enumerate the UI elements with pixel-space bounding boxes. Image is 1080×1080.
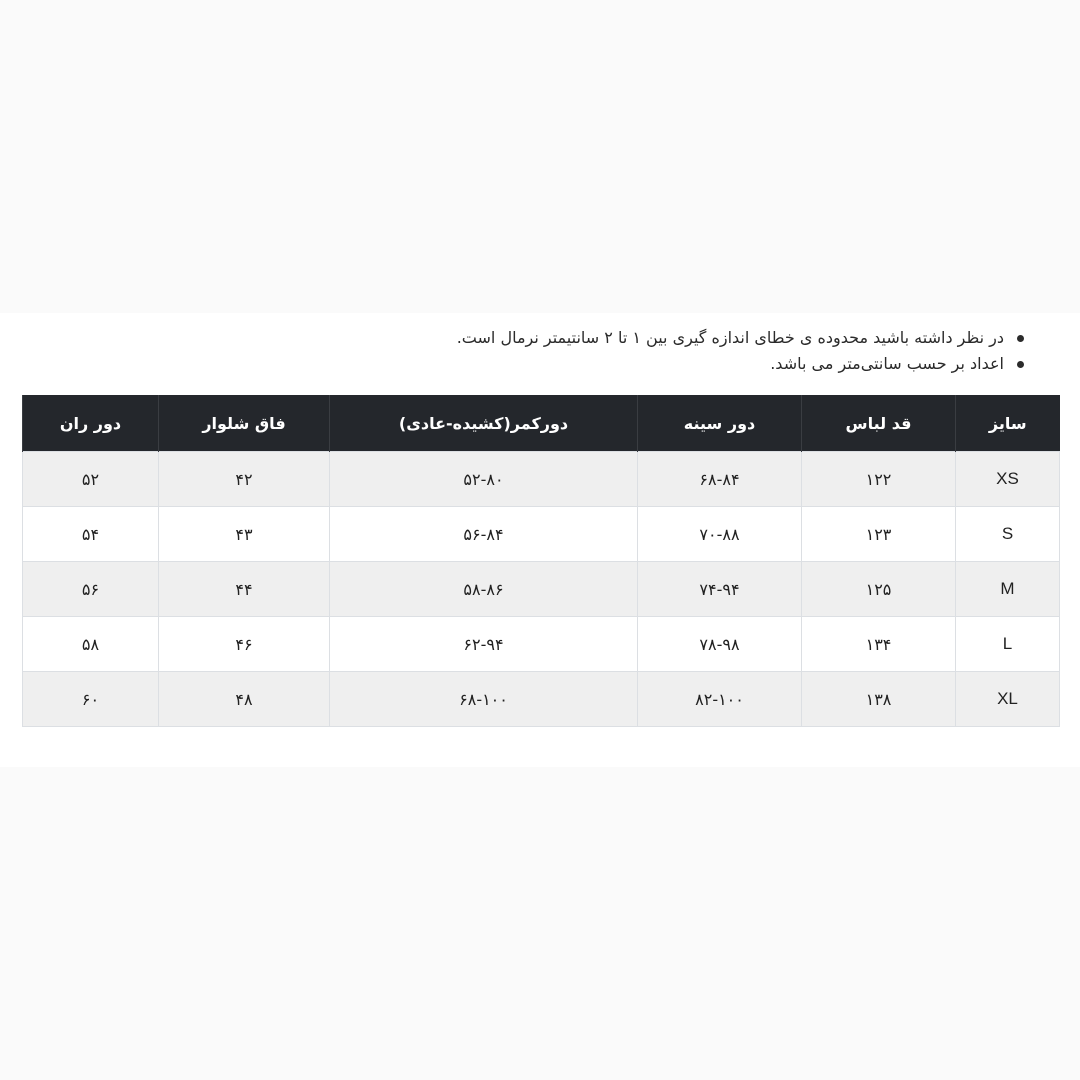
cell-thigh: ۶۰	[23, 672, 159, 727]
size-table	[22, 395, 1060, 727]
cell-waist: ۵۸-۸۶	[330, 562, 638, 617]
table-row	[23, 672, 1060, 727]
cell-thigh: ۵۲	[23, 452, 159, 507]
cell-waist: ۶۸-۱۰۰	[330, 672, 638, 727]
cell-thigh: ۵۸	[23, 617, 159, 672]
size-guide-card	[0, 313, 1080, 767]
cell-thigh: ۵۴	[23, 507, 159, 562]
header-waist: دورکمر(کشیده-عادی)	[330, 395, 638, 452]
cell-length: ۱۳۴	[802, 617, 956, 672]
cell-size: M	[956, 562, 1060, 617]
cell-waist: ۶۲-۹۴	[330, 617, 638, 672]
cell-inseam: ۴۴	[159, 562, 330, 617]
header-chest: دور سینه	[638, 395, 802, 452]
header-length: قد لباس	[802, 395, 956, 452]
cell-waist: ۵۲-۸۰	[330, 452, 638, 507]
note-units: اعداد بر حسب سانتی‌متر می باشد.	[130, 351, 1030, 377]
cell-chest: ۷۸-۹۸	[638, 617, 802, 672]
cell-inseam: ۴۶	[159, 617, 330, 672]
cell-size: L	[956, 617, 1060, 672]
header-size: سایز	[956, 395, 1060, 452]
cell-chest: ۸۲-۱۰۰	[638, 672, 802, 727]
header-inseam: فاق شلوار	[159, 395, 330, 452]
cell-length: ۱۲۲	[802, 452, 956, 507]
cell-inseam: ۴۸	[159, 672, 330, 727]
cell-waist: ۵۶-۸۴	[330, 507, 638, 562]
cell-inseam: ۴۳	[159, 507, 330, 562]
cell-length: ۱۲۵	[802, 562, 956, 617]
cell-chest: ۷۰-۸۸	[638, 507, 802, 562]
cell-length: ۱۳۸	[802, 672, 956, 727]
header-thigh: دور ران	[23, 395, 159, 452]
notes-list	[130, 325, 1030, 377]
table-header-row	[23, 395, 1060, 452]
table-row	[23, 452, 1060, 507]
cell-size: S	[956, 507, 1060, 562]
cell-length: ۱۲۳	[802, 507, 956, 562]
note-measurement-error: در نظر داشته باشید محدوده ی خطای اندازه گیری بین ۱ تا ۲ سانتیمتر نرمال است.	[130, 325, 1030, 351]
table-row	[23, 507, 1060, 562]
cell-thigh: ۵۶	[23, 562, 159, 617]
cell-size: XL	[956, 672, 1060, 727]
cell-size: XS	[956, 452, 1060, 507]
cell-chest: ۶۸-۸۴	[638, 452, 802, 507]
table-row	[23, 562, 1060, 617]
cell-chest: ۷۴-۹۴	[638, 562, 802, 617]
table-row	[23, 617, 1060, 672]
cell-inseam: ۴۲	[159, 452, 330, 507]
